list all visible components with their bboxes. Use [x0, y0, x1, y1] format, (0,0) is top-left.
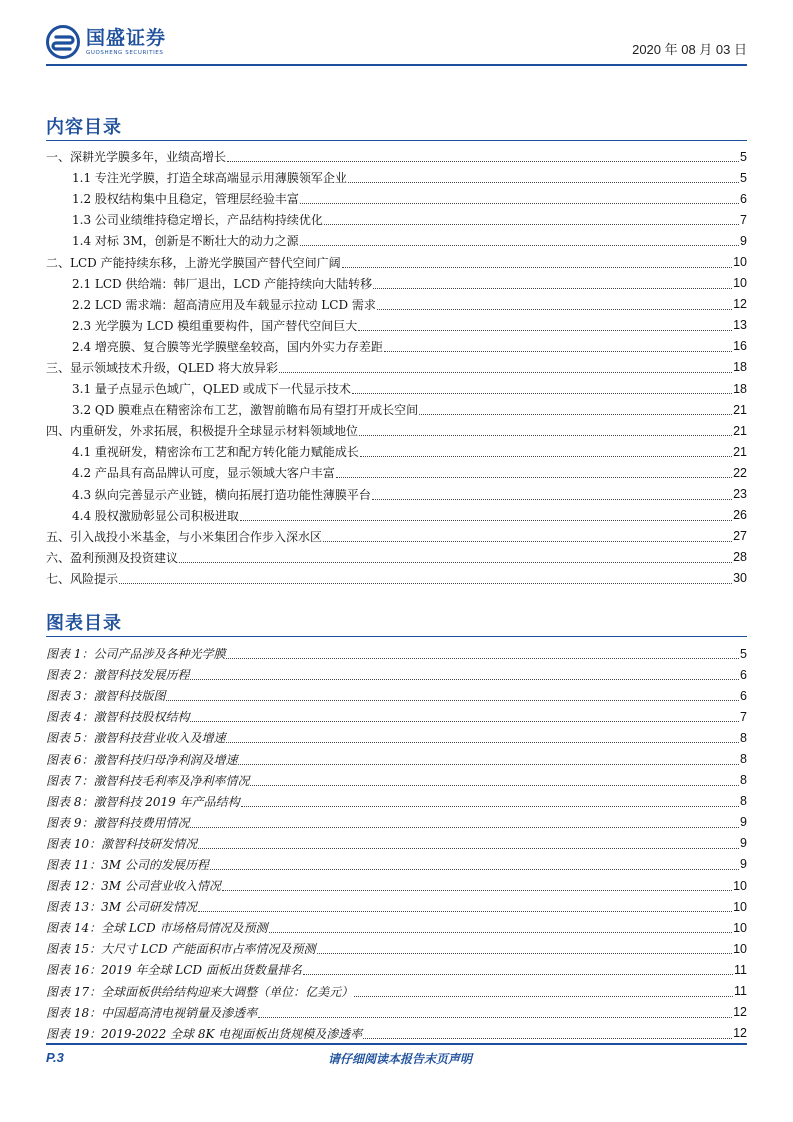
- toc-entry-page-number: 6: [740, 191, 747, 206]
- dot-leader: [226, 742, 739, 743]
- figure-entry-label: 图表 2：激智科技发展历程: [46, 668, 190, 683]
- dot-leader: [198, 911, 732, 912]
- toc-entry[interactable]: [46, 526, 747, 547]
- disclaimer-note: 请仔细阅读本报告末页声明: [327, 1052, 472, 1066]
- figure-entry-label: 图表 7：激智科技毛利率及净利率情况: [46, 773, 250, 788]
- figure-entry-page-number: 8: [740, 794, 747, 809]
- figure-entry-page-number: 12: [733, 1026, 747, 1041]
- page-header: [46, 20, 747, 64]
- toc-entry-page-number: 21: [733, 423, 747, 438]
- contents-title-divider: [46, 140, 747, 141]
- toc-entry[interactable]: [46, 294, 747, 315]
- toc-entry[interactable]: [46, 505, 747, 526]
- figure-entry-page-number: 8: [740, 752, 747, 767]
- toc-entry-page-number: 9: [740, 233, 747, 248]
- toc-entry[interactable]: [46, 357, 747, 378]
- figure-entry-label: 图表 18：中国超高清电视销量及渗透率: [46, 1005, 258, 1020]
- brand-logo: [46, 22, 166, 62]
- dot-leader: [226, 658, 739, 659]
- toc-entry-page-number: 22: [733, 465, 747, 480]
- toc-entry[interactable]: [46, 568, 747, 589]
- toc-entry[interactable]: [46, 462, 747, 483]
- figure-entry[interactable]: [46, 1002, 747, 1023]
- toc-entry-page-number: 27: [733, 529, 747, 544]
- toc-entry-page-number: 30: [733, 571, 747, 586]
- figure-entry-page-number: 11: [734, 984, 747, 999]
- page-number: P.3: [46, 1050, 64, 1065]
- dot-leader: [238, 764, 739, 765]
- dot-leader: [360, 456, 732, 457]
- figure-entry[interactable]: [46, 938, 747, 959]
- figure-entry-page-number: 10: [733, 878, 747, 893]
- figure-entry-label: 图表 14：全球 LCD 市场格局情况及预测: [46, 921, 268, 936]
- toc-entry[interactable]: [46, 441, 747, 462]
- figure-entry[interactable]: [46, 748, 747, 769]
- toc-entry-label: 4.3 纵向完善显示产业链，横向拓展打造功能性薄膜平台: [46, 486, 372, 503]
- dot-leader: [377, 309, 732, 310]
- figure-entry-page-number: 10: [733, 920, 747, 935]
- toc-entry[interactable]: [46, 146, 747, 167]
- figures-list: [46, 643, 747, 1044]
- figure-entry[interactable]: [46, 875, 747, 896]
- toc-entry-label: 4.1 重视研发，精密涂布工艺和配方转化能力赋能成长: [46, 443, 360, 460]
- toc-entry-label: 4.2 产品具有高品牌认可度，显示领域大客户丰富: [46, 464, 336, 481]
- dot-leader: [352, 393, 732, 394]
- figure-entry-label: 图表 15：大尺寸 LCD 产能面积市占率情况及预测: [46, 942, 316, 957]
- toc-entry-label: 四、内重研发，外求拓展，积极提升全球显示材料领域地位: [46, 424, 359, 439]
- figure-entry-label: 图表 19：2019-2022 全球 8K 电视面板出货规模及渗透率: [46, 1026, 363, 1041]
- toc-entry[interactable]: [46, 484, 747, 505]
- figure-entry-page-number: 9: [740, 815, 747, 830]
- toc-entry-page-number: 18: [733, 381, 747, 396]
- figure-entry[interactable]: [46, 981, 747, 1002]
- figure-entry[interactable]: [46, 791, 747, 812]
- toc-entry-label: 2.1 LCD 供给端：韩厂退出，LCD 产能持续向大陆转移: [46, 275, 373, 292]
- toc-entry-label: 1.1 专注光学膜，打造全球高端显示用薄膜领军企业: [46, 169, 348, 186]
- dot-leader: [227, 161, 739, 162]
- figure-entry-page-number: 7: [740, 709, 747, 724]
- dot-leader: [419, 414, 732, 415]
- toc-entry-label: 3.1 量子点显示色域广，QLED 或成下一代显示技术: [46, 380, 352, 397]
- dot-leader: [279, 372, 732, 373]
- toc-entry-label: 1.3 公司业绩维持稳定增长，产品结构持续优化: [46, 211, 324, 228]
- figure-entry-label: 图表 1：公司产品涉及各种光学膜: [46, 647, 226, 662]
- toc-entry[interactable]: [46, 209, 747, 230]
- dot-leader: [359, 435, 732, 436]
- dot-leader: [119, 583, 732, 584]
- figure-entry[interactable]: [46, 812, 747, 833]
- dot-leader: [363, 1038, 732, 1039]
- toc-entry-page-number: 13: [733, 318, 747, 333]
- dot-leader: [269, 932, 733, 933]
- figure-entry[interactable]: [46, 1023, 747, 1044]
- dot-leader: [190, 827, 739, 828]
- figure-entry-page-number: 12: [733, 1005, 747, 1020]
- toc-entry-label: 二、LCD 产能持续东移，上游光学膜国产替代空间广阔: [46, 255, 341, 270]
- toc-entry[interactable]: [46, 336, 747, 357]
- toc-entry[interactable]: [46, 167, 747, 188]
- toc-entry[interactable]: [46, 420, 747, 441]
- dot-leader: [358, 330, 732, 331]
- dot-leader: [241, 806, 739, 807]
- figure-entry[interactable]: [46, 664, 747, 685]
- figures-title-divider: [46, 636, 747, 637]
- toc-entry-page-number: 21: [733, 444, 747, 459]
- figure-entry[interactable]: [46, 685, 747, 706]
- brand-subtitle: GUOSHENG SECURITIES: [86, 50, 164, 56]
- dot-leader: [179, 562, 732, 563]
- dot-leader: [303, 974, 733, 975]
- figure-entry-label: 图表 16：2019 年全球 LCD 面板出货数量排名: [46, 963, 302, 978]
- toc-entry[interactable]: [46, 230, 747, 251]
- dot-leader: [348, 182, 739, 183]
- toc-entry-page-number: 10: [733, 276, 747, 291]
- toc-entry-label: 2.2 LCD 需求端：超高清应用及车载显示拉动 LCD 需求: [46, 296, 377, 313]
- dot-leader: [190, 721, 739, 722]
- figure-entry-label: 图表 12：3M 公司营业收入情况: [46, 879, 221, 894]
- figure-entry-page-number: 11: [734, 962, 747, 977]
- figure-entry-page-number: 10: [733, 899, 747, 914]
- figure-entry-label: 图表 17：全球面板供给结构迎来大调整（单位：亿美元）: [46, 984, 354, 999]
- toc-entry-label: 三、显示领域技术升级，QLED 将大放异彩: [46, 360, 279, 375]
- figure-entry-page-number: 8: [740, 730, 747, 745]
- toc-entry-page-number: 5: [740, 170, 747, 185]
- figure-entry[interactable]: [46, 959, 747, 980]
- toc-entry[interactable]: [46, 378, 747, 399]
- toc-entry-page-number: 23: [733, 487, 747, 502]
- toc-entry[interactable]: [46, 315, 747, 336]
- dot-leader: [258, 1017, 732, 1018]
- figure-entry-label: 图表 10：激智科技研发情况: [46, 836, 198, 851]
- toc-entry-label: 4.4 股权激励彰显公司积极进取: [46, 507, 240, 524]
- figure-entry-page-number: 5: [740, 646, 747, 661]
- toc-entry[interactable]: [46, 399, 747, 420]
- dot-leader: [210, 869, 739, 870]
- figure-entry[interactable]: [46, 770, 747, 791]
- toc-entry[interactable]: [46, 547, 747, 568]
- dot-leader: [300, 245, 739, 246]
- guosheng-logo-icon: [46, 25, 80, 59]
- figure-entry[interactable]: [46, 917, 747, 938]
- figure-entry-label: 图表 6：激智科技归母净利润及增速: [46, 752, 238, 767]
- figure-entry[interactable]: [46, 896, 747, 917]
- figures-title: 图表目录: [46, 613, 122, 634]
- dot-leader: [384, 351, 732, 352]
- toc-entry-page-number: 21: [733, 402, 747, 417]
- toc-entry[interactable]: [46, 251, 747, 272]
- figure-entry-page-number: 9: [740, 836, 747, 851]
- toc-entry-label: 五、引入战投小米基金，与小米集团合作步入深水区: [46, 529, 323, 544]
- toc-entry-label: 2.3 光学膜为 LCD 模组重要构件，国产替代空间巨大: [46, 317, 358, 334]
- toc-entry-label: 七、风险提示: [46, 571, 119, 586]
- dot-leader: [323, 541, 732, 542]
- toc-entry-page-number: 16: [733, 339, 747, 354]
- toc-entry-label: 1.2 股权结构集中且稳定，管理层经验丰富: [46, 190, 300, 207]
- dot-leader: [198, 848, 739, 849]
- toc-entry[interactable]: [46, 273, 747, 294]
- dot-leader: [190, 679, 739, 680]
- toc-entry-label: 1.4 对标 3M，创新是不断壮大的动力之源: [46, 232, 300, 249]
- toc-entry-page-number: 18: [733, 360, 747, 375]
- figure-entry[interactable]: [46, 706, 747, 727]
- toc-entry-page-number: 10: [733, 255, 747, 270]
- contents-title: 内容目录: [46, 117, 122, 138]
- dot-leader: [166, 700, 739, 701]
- dot-leader: [240, 520, 732, 521]
- figure-entry-label: 图表 9：激智科技费用情况: [46, 815, 190, 830]
- figure-entry[interactable]: [46, 727, 747, 748]
- figure-entry[interactable]: [46, 833, 747, 854]
- contents-list: [46, 146, 747, 589]
- figure-entry-label: 图表 3：激智科技版图: [46, 689, 166, 704]
- toc-entry-label: 2.4 增亮膜、复合膜等光学膜壁垒较高，国内外实力存差距: [46, 338, 384, 355]
- figure-entry-page-number: 6: [740, 688, 747, 703]
- figure-entry-page-number: 10: [733, 941, 747, 956]
- toc-entry-page-number: 26: [733, 508, 747, 523]
- figure-entry-label: 图表 4：激智科技股权结构: [46, 710, 190, 725]
- figure-entry[interactable]: [46, 854, 747, 875]
- dot-leader: [250, 785, 739, 786]
- toc-entry[interactable]: [46, 188, 747, 209]
- dot-leader: [317, 953, 733, 954]
- toc-entry-page-number: 5: [740, 149, 747, 164]
- dot-leader: [342, 267, 733, 268]
- figure-entry-label: 图表 8：激智科技 2019 年产品结构: [46, 794, 240, 809]
- toc-entry-label: 六、盈利预测及投资建议: [46, 550, 179, 565]
- dot-leader: [372, 499, 732, 500]
- toc-entry-page-number: 28: [733, 550, 747, 565]
- report-date: 2020 年 08 月 03 日: [632, 42, 747, 57]
- figure-entry-page-number: 6: [740, 667, 747, 682]
- dot-leader: [324, 224, 739, 225]
- dot-leader: [354, 996, 733, 997]
- dot-leader: [373, 288, 732, 289]
- dot-leader: [222, 890, 732, 891]
- figure-entry-label: 图表 11：3M 公司的发展历程: [46, 857, 209, 872]
- dot-leader: [336, 477, 732, 478]
- toc-entry-page-number: 12: [733, 297, 747, 312]
- toc-entry-page-number: 7: [740, 212, 747, 227]
- figure-entry-page-number: 8: [740, 773, 747, 788]
- figure-entry-page-number: 9: [740, 857, 747, 872]
- dot-leader: [300, 203, 739, 204]
- footer-divider: [46, 1043, 747, 1045]
- figure-entry[interactable]: [46, 643, 747, 664]
- figure-entry-label: 图表 13：3M 公司研发情况: [46, 900, 197, 915]
- header-divider: [46, 64, 747, 66]
- brand-name: 国盛证券: [86, 27, 167, 49]
- toc-entry-label: 3.2 QD 膜难点在精密涂布工艺，激智前瞻布局有望打开成长空间: [46, 401, 419, 418]
- figure-entry-label: 图表 5：激智科技营业收入及增速: [46, 731, 226, 746]
- toc-entry-label: 一、深耕光学膜多年，业绩高增长: [46, 150, 227, 165]
